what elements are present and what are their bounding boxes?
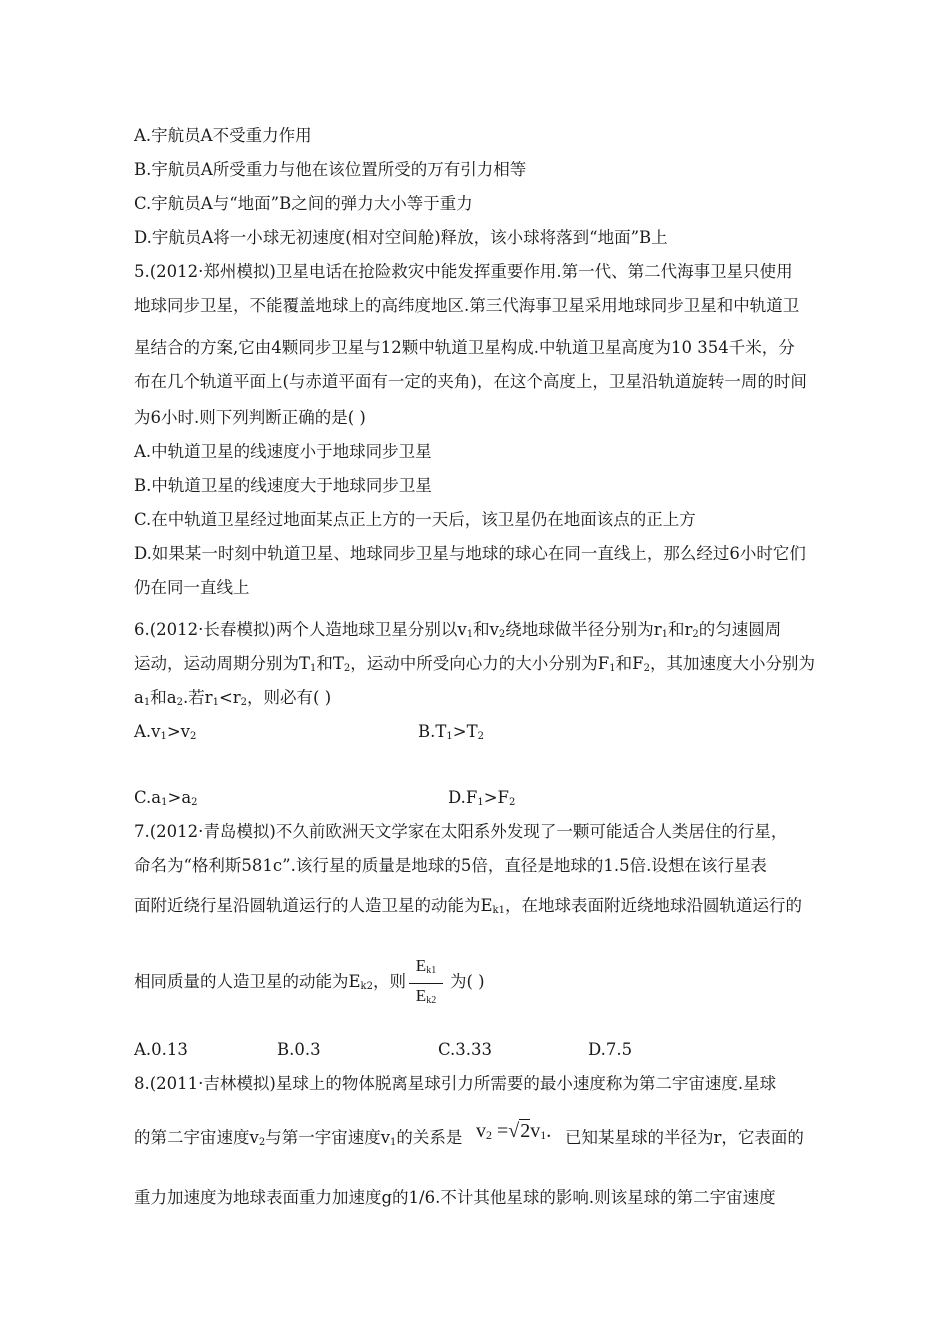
q7-option-c: C.3.33: [438, 1040, 493, 1059]
q5-option-c: C.在中轨道卫星经过地面某点正上方的一天后，该卫星仍在地面该点的正上方: [134, 510, 696, 529]
q6-stem-line3: $a_1$和$a_2$.若$r_1<r_2$，则必有( ): [134, 688, 332, 708]
fraction-numerator: $E_{k1}$: [415, 956, 437, 976]
q5-option-d-line1: D.如果某一时刻中轨道卫星、地球同步卫星与地球的球心在同一直线上，那么经过6小时它们: [134, 544, 806, 563]
q8-stem-line3: 重力加速度为地球表面重力加速度g的1/6.不计其他星球的影响.则该星球的第二宇宙速度: [134, 1188, 776, 1207]
q4-option-d: D.宇航员A将一小球无初速度(相对空间舱)释放，该小球将落到“地面”B上: [134, 228, 668, 247]
q7-option-a: A.0.13: [134, 1040, 188, 1059]
q5-stem-line5: 为6小时.则下列判断正确的是( ): [134, 408, 366, 427]
q7-stem-line1: 7.(2012·青岛模拟)不久前欧洲天文学家在太阳系外发现了一颗可能适合人类居住的行星，: [134, 822, 788, 841]
q6-option-c: $C.a_1>a_2$: [134, 788, 198, 808]
q8-velocity-formula: $v_2 =√2v_1$.: [476, 1120, 552, 1142]
q6-option-d: $D.F_1>F_2$: [448, 788, 516, 808]
q6-option-a: $A.v_1>v_2$: [134, 722, 197, 742]
q5-option-a: A.中轨道卫星的线速度小于地球同步卫星: [134, 442, 432, 461]
q8-stem-line2-tail: 已知某星球的半径为r，它表面的: [565, 1128, 804, 1147]
q7-option-b: B.0.3: [277, 1040, 321, 1059]
q5-option-b: B.中轨道卫星的线速度大于地球同步卫星: [134, 476, 432, 495]
q4-option-b: B.宇航员A所受重力与他在该位置所受的万有引力相等: [134, 160, 527, 179]
q5-stem-line3: 星结合的方案,它由4颗同步卫星与12颗中轨道卫星构成.中轨道卫星高度为10 354千米，分: [134, 338, 795, 357]
q4-option-a: A.宇航员A不受重力作用: [134, 126, 312, 145]
q8-stem-line1: 8.(2011·吉林模拟)星球上的物体脱离星球引力所需要的最小速度称为第二宇宙速度.星球: [134, 1074, 777, 1093]
q7-stem-line2: 命名为“格利斯581c”.该行星的质量是地球的5倍，直径是地球的1.5倍.设想在该行星表: [134, 856, 767, 875]
q6-stem-line1: 6.(2012·长春模拟)两个人造地球卫星分别以$v_1$和$v_2$绕地球做半径分别为$r_1$和$r_2$的匀速圆周: [134, 620, 782, 640]
q5-stem-line1: 5.(2012·郑州模拟)卫星电话在抢险救灾中能发挥重要作用.第一代、第二代海事卫星只使用: [134, 262, 793, 281]
q6-stem-line2: 运动，运动周期分别为$T_1$和$T_2$，运动中所受向心力的大小分别为$F_1$和$F_2$，其加速度大小分别为: [134, 654, 815, 674]
fraction-denominator: $E_{k2}$: [415, 986, 437, 1006]
q8-stem-line2: 的第二宇宙速度$v_2$与第一宇宙速度$v_1$的关系是: [134, 1128, 463, 1148]
q5-option-d-line2: 仍在同一直线上: [134, 578, 250, 597]
q5-stem-line4: 布在几个轨道平面上(与赤道平面有一定的夹角)，在这个高度上，卫星沿轨道旋转一周的时间: [134, 372, 807, 391]
fraction-bar: [409, 983, 443, 984]
q6-option-b: $B.T_1>T_2$: [418, 722, 484, 742]
q4-option-c: C.宇航员A与“地面”B之间的弹力大小等于重力: [134, 194, 473, 213]
q7-ratio-fraction: [409, 956, 443, 1011]
q7-option-d: D.7.5: [588, 1040, 633, 1059]
q5-stem-line2: 地球同步卫星，不能覆盖地球上的高纬度地区.第三代海事卫星采用地球同步卫星和中轨道卫: [134, 296, 800, 315]
q7-stem-line3: 面附近绕行星沿圆轨道运行的人造卫星的动能为$E_{k1}$，在地球表面附近绕地球沿圆轨道运行的: [134, 896, 802, 916]
q7-stem-line4: 相同质量的人造卫星的动能为$E_{k2}$，则 为( ): [134, 972, 485, 992]
